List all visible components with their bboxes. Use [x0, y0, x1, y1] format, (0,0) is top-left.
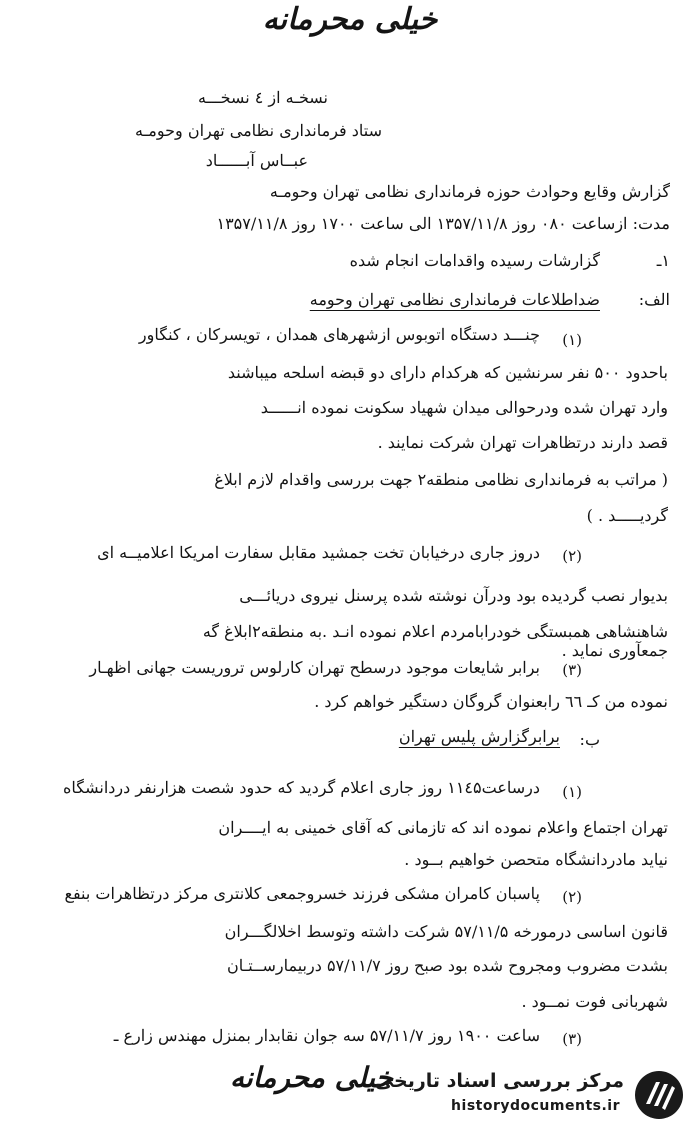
item-b2-line: بشدت مضروب ومجروح شده بود صبح روز ۵۷/۱۱/۷ دربیمارســتـان	[226, 956, 668, 975]
item-b1-line: نیاید مادردانشگاه متحصن خواهیم بــود .	[404, 850, 668, 869]
item-a3-line: نموده من کـ ٦٦ رابعنوان گروگان دستگیر خواهم کرد .	[314, 692, 668, 711]
archive-org-name: مرکز بررسی اسناد تاریخی	[374, 1070, 624, 1092]
item-b1-line: درساعت۱۱٤۵ روز جاری اعلام گردید که حدود شصت هزارنفر دردانشگاه	[63, 778, 540, 797]
item-b1-number: (۱)	[562, 783, 582, 801]
classification-top: خیلی محرمانه	[262, 2, 438, 37]
item-b2-line: شهربانی فوت نمــود .	[521, 992, 668, 1011]
item-a3-number: (۳)	[562, 661, 582, 679]
item-b1-line: تهران اجتماع واعلام نموده اند که تازمانی که آقای خمینی به ایــــران	[218, 818, 668, 837]
report-title: گزارش وقایع وحوادث حوزه فرمانداری نظامی تهران وحومـه	[269, 182, 670, 201]
archive-site: historydocuments.ir	[451, 1098, 620, 1114]
sub-a-label: الف:	[638, 290, 670, 309]
item-a1-line: چنـــد دستگاه اتوبوس ازشهرهای همدان ، تویسرکان ، کنگاور	[138, 325, 540, 344]
item-a2-line: جمعآوری نماید .	[561, 641, 668, 660]
item-a1-line: باحدود ۵۰۰ نفر سرنشین که هرکدام دارای دو قبضه اسلحه میباشند	[227, 363, 668, 382]
section-title: گزارشات رسیده واقدامات انجام شده	[349, 251, 600, 270]
report-period: مدت: ازساعت ۰۸۰ روز ۱۳۵۷/۱۱/۸ الی ساعت ۱۷۰۰ روز ۱۳۵۷/۱۱/۸	[216, 214, 670, 233]
sub-b-title: برابرگزارش پلیس تهران	[398, 727, 560, 746]
item-b2-line: قانون اساسی درمورخه ۵۷/۱۱/۵ شرکت داشته وتوسط اخلالگـــران	[224, 922, 668, 941]
item-a1-line: گردیـــــد . )	[586, 506, 668, 525]
item-b2-number: (۲)	[562, 888, 582, 906]
item-b2-line: پاسبان کامران مشکی فرزند خسروجمعی کلانتری مرکز درتظاهرات بنفع	[64, 884, 540, 903]
copy-line: نسخـه از ٤ نسخـــه	[197, 88, 328, 107]
item-a2-number: (۲)	[562, 547, 582, 565]
section-number: ۱ـ	[656, 251, 670, 270]
item-a2-line: شاهنشاهی همبستگی خودرابامردم اعلام نموده انـد .به منطقه۲ابلاغ گه	[202, 622, 668, 641]
item-b3-line: ساعت ۱۹۰۰ روز ۵۷/۱۱/۷ سه جوان نقابدار بمنزل مهندس زارع ـ	[113, 1026, 540, 1045]
item-a1-line: قصد دارند درتظاهرات تهران شرکت نمایند .	[377, 433, 668, 452]
item-a2-line: دروز جاری درخیابان تخت جمشید مقابل سفارت امریکا اعلامیــه ای	[97, 543, 540, 562]
archive-seal-icon	[632, 1068, 686, 1122]
city-line: عبــاس آبــــــاد	[205, 151, 308, 170]
archive-watermark	[374, 1064, 690, 1124]
item-a1-number: (۱)	[562, 331, 582, 349]
item-a1-line: ( مراتب به فرمانداری نظامی منطقه۲ جهت بررسی واقدام لازم ابلاغ	[214, 470, 668, 489]
item-a2-line: بدیوار نصب گردیده بود ودرآن نوشته شده پرسنل نیروی دریائـــی	[239, 586, 668, 605]
item-b3-number: (۳)	[562, 1030, 582, 1048]
item-a3-line: برابر شایعات موجود درسطح تهران کارلوس تروریست جهانی اظهـار	[89, 658, 540, 677]
hq-line: ستاد فرمانداری نظامی تهران وحومـه	[135, 121, 382, 140]
classification-bottom: خیلی محرمانه	[230, 1061, 393, 1094]
item-a1-line: وارد تهران شده ودرحوالی میدان شهیاد سکونت نموده انــــــد	[260, 398, 668, 417]
sub-a-title: ضداطلاعات فرمانداری نظامی تهران وحومه	[309, 290, 600, 309]
sub-b-label: ب:	[579, 730, 600, 749]
